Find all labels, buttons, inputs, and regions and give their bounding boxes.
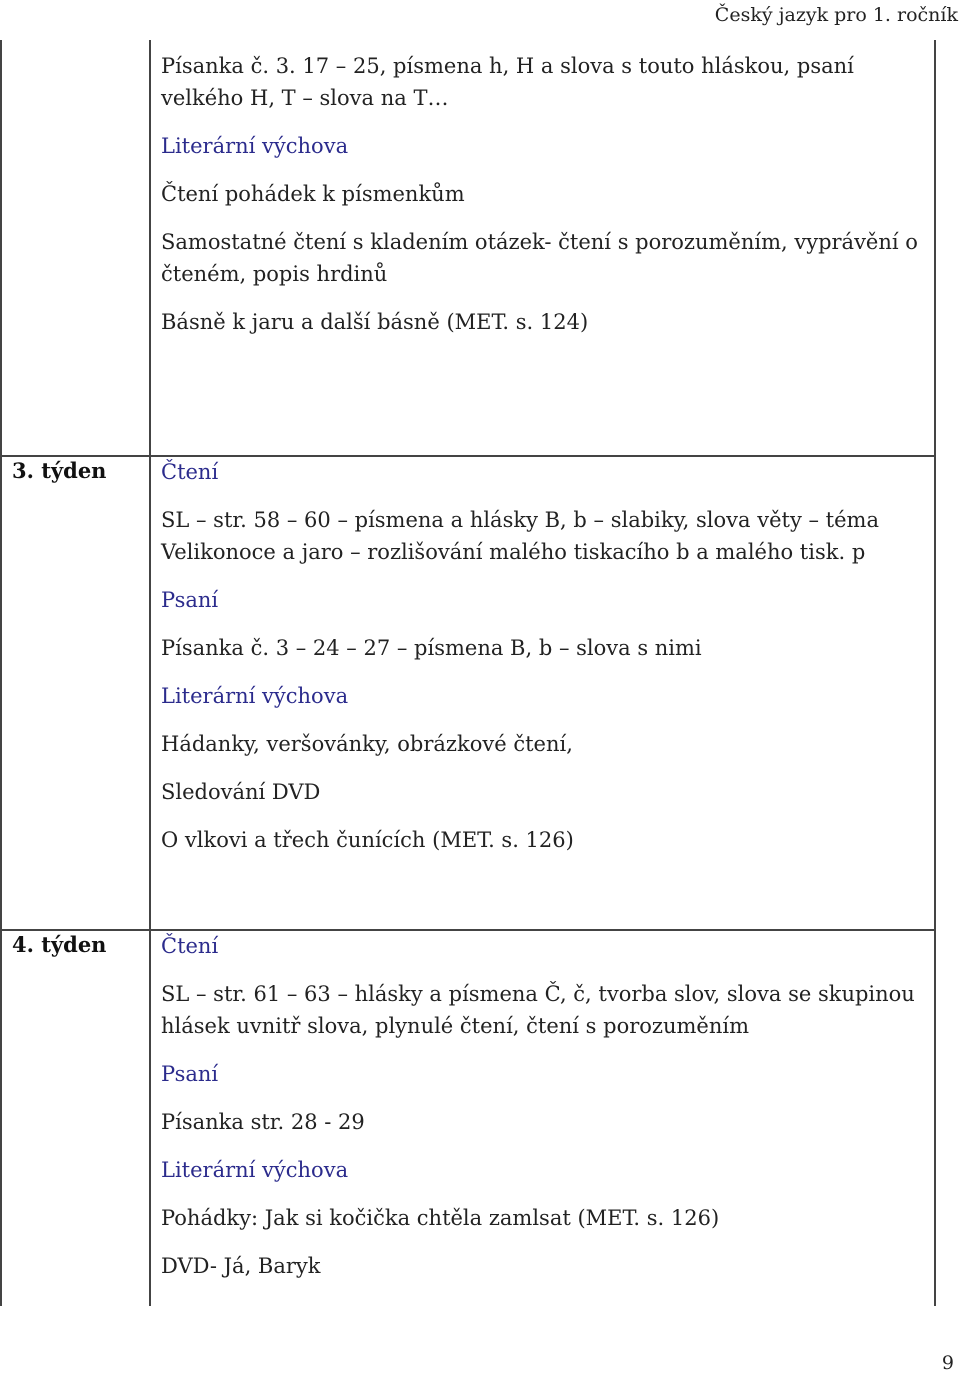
content-line: Básně k jaru a další básně (MET. s. 124)	[161, 310, 589, 334]
section-heading: Literární výchova	[161, 134, 349, 158]
content-line: Písanka č. 3 – 24 – 27 – písmena B, b – slova s nimi	[161, 636, 702, 660]
section-heading: Literární výchova	[161, 684, 349, 708]
content-line: Hádanky, veršovánky, obrázkové čtení,	[161, 732, 573, 756]
content-line: Sledování DVD	[161, 780, 321, 804]
document-header: Český jazyk pro 1. ročník	[714, 4, 958, 26]
table-border-right	[934, 40, 936, 1306]
content-line: O vlkovi a třech čunících (MET. s. 126)	[161, 828, 574, 852]
content-line: SL – str. 61 – 63 – hlásky a písmena Č, č, tvorba slov, slova se skupinou hlásek uvnitř slova, plynulé čtení, čtení s porozuměním	[161, 982, 915, 1038]
block-continued	[161, 50, 926, 338]
section-heading: Čtení	[161, 934, 219, 958]
week-4-content	[161, 930, 926, 1282]
section-heading: Psaní	[161, 1062, 219, 1086]
content-line: Písanka str. 28 - 29	[161, 1110, 365, 1134]
week-label: 3. týden	[12, 458, 107, 483]
content-line: Čtení pohádek k písmenkům	[161, 182, 465, 206]
week-3-content	[161, 456, 926, 856]
table-column-divider	[149, 40, 151, 1306]
table-border-left	[0, 40, 2, 1306]
page-number: 9	[941, 1352, 954, 1374]
week-label: 4. týden	[12, 932, 107, 957]
content-line: DVD- Já, Baryk	[161, 1254, 321, 1278]
content-line: Pohádky: Jak si kočička chtěla zamlsat (MET. s. 126)	[161, 1206, 720, 1230]
content-line: SL – str. 58 – 60 – písmena a hlásky B, b – slabiky, slova věty – téma Velikonoce a jaro – rozlišování malého tiskacího b a malého tisk. p	[161, 508, 879, 564]
section-heading: Psaní	[161, 588, 219, 612]
section-heading: Literární výchova	[161, 1158, 349, 1182]
content-line: Písanka č. 3. 17 – 25, písmena h, H a slova s touto hláskou, psaní velkého H, T – slova na T…	[161, 54, 854, 110]
content-line: Samostatné čtení s kladením otázek- čtení s porozuměním, vyprávění o čteném, popis hrdinů	[161, 230, 918, 286]
section-heading: Čtení	[161, 460, 219, 484]
